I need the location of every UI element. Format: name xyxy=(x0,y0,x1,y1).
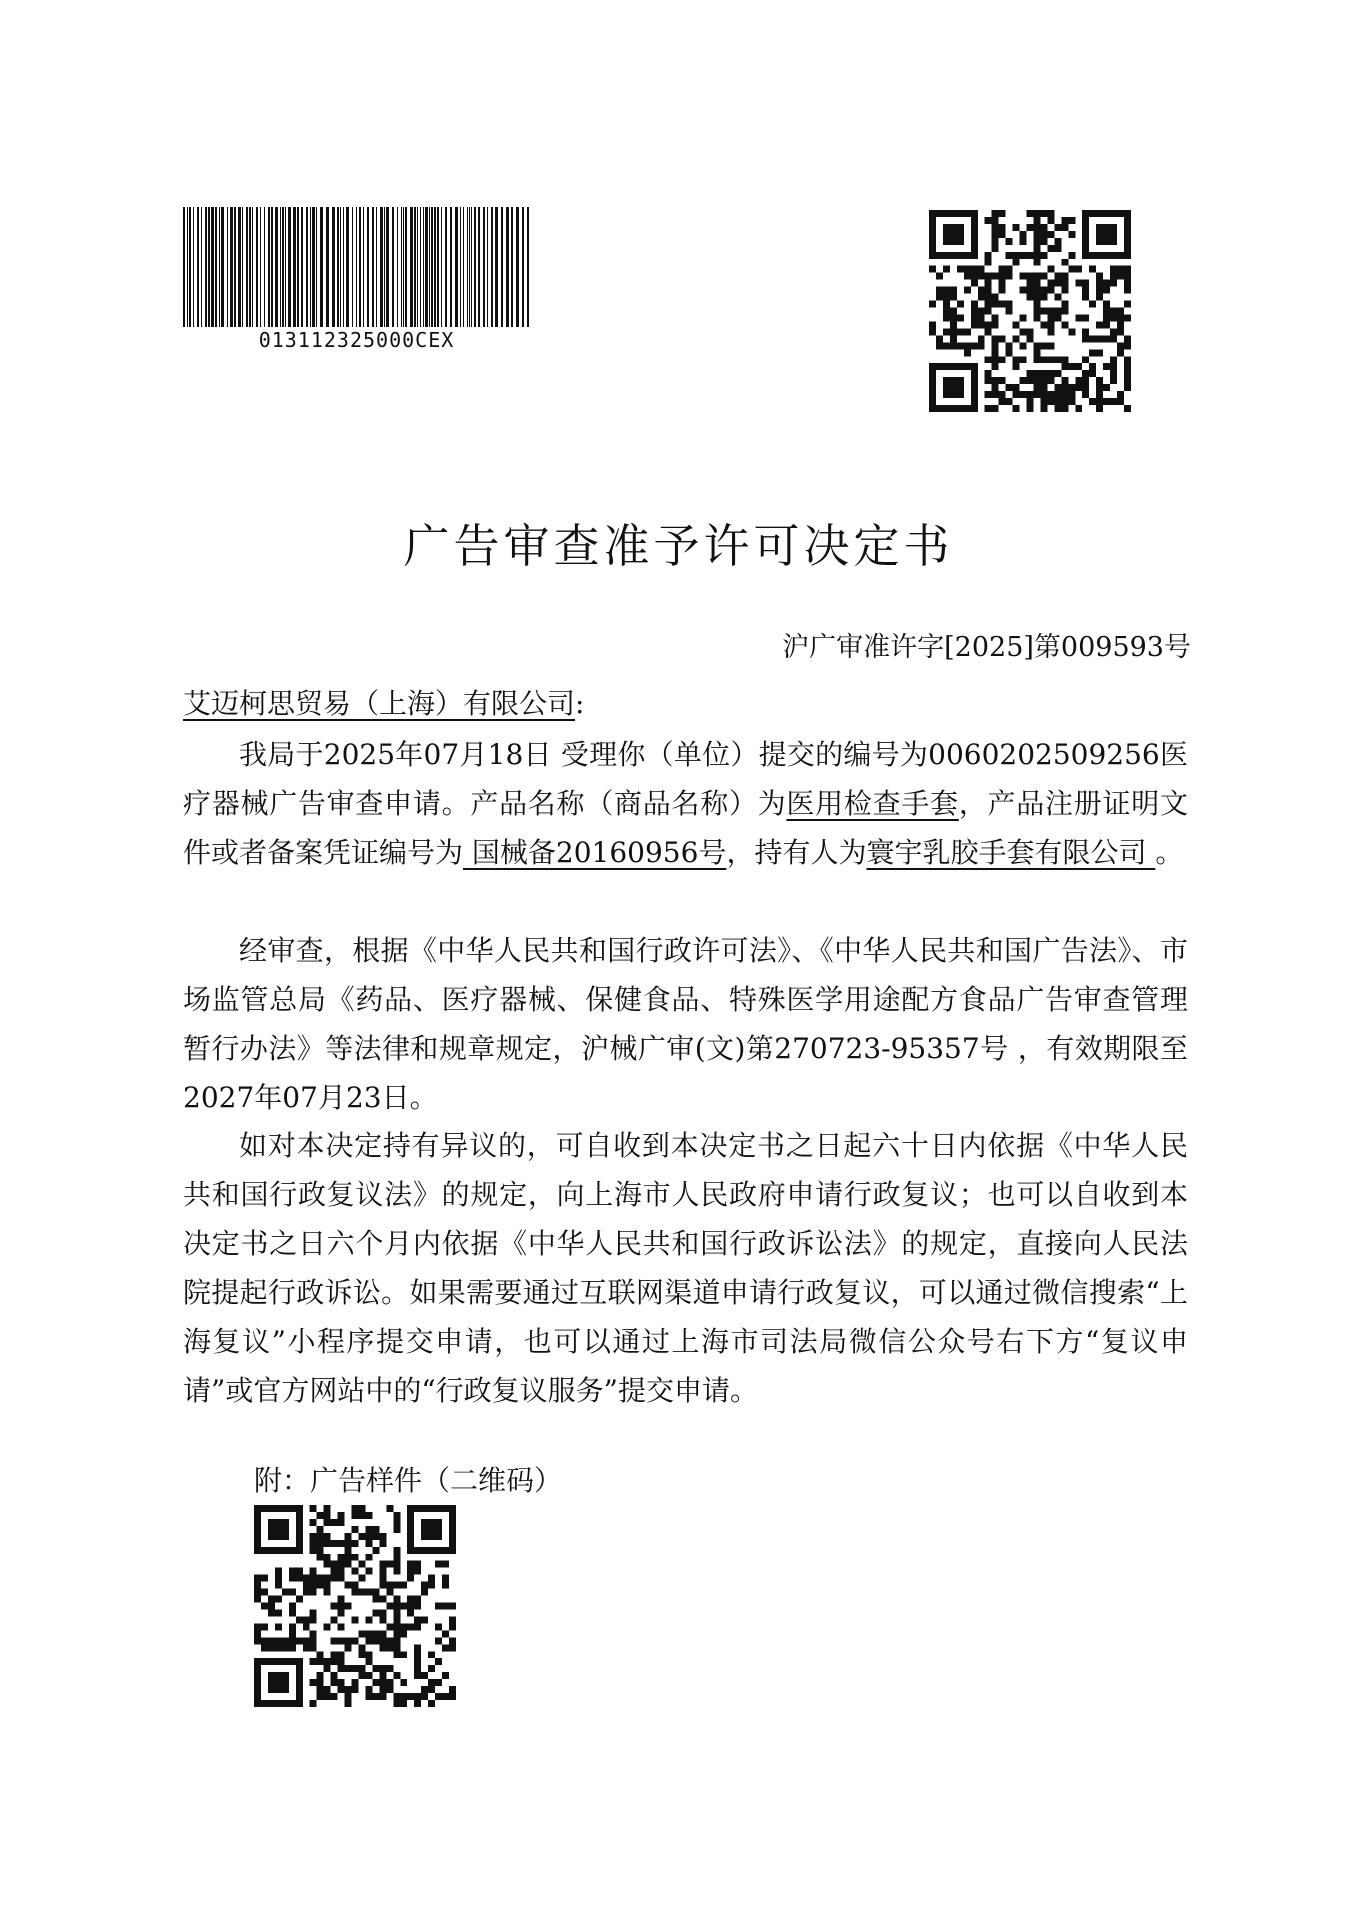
recipient-name: 艾迈柯思贸易（上海）有限公司 xyxy=(183,687,576,720)
p1-text-e: 医疗器械广告审查申请。产品名称（商品名称）为 xyxy=(183,738,1188,820)
holder-name: 寰宇乳胶手套有限公司 xyxy=(866,836,1156,869)
p1-text-a: 我局于 xyxy=(239,738,324,771)
paragraph-appeal xyxy=(183,1121,1188,1415)
approval-number: 270723-95357 xyxy=(774,1032,980,1065)
p1-day: 18 xyxy=(487,738,524,771)
p1-text-g: ，持有人为 xyxy=(726,836,867,869)
qr-code-top xyxy=(929,210,1131,412)
p1-text-f: ，产品注册证明文件或者备案凭证编号为 xyxy=(183,787,1188,869)
p2-text-d: 月 xyxy=(317,1081,346,1114)
p2-text-e: 日。 xyxy=(381,1081,438,1114)
application-number: 0060202509256 xyxy=(928,738,1160,771)
p1-year: 2025 xyxy=(323,738,396,771)
barcode-number: 013112325000CEX xyxy=(258,328,455,352)
p2-text-c: 年 xyxy=(254,1081,283,1114)
p2-year: 2027 xyxy=(183,1081,255,1114)
p2-month: 07 xyxy=(282,1081,318,1114)
attachment-label: 附：广告样件（二维码） xyxy=(254,1464,563,1497)
product-name: 医用检查手套 xyxy=(786,787,959,820)
barcode xyxy=(183,207,530,327)
paragraph-acceptance xyxy=(183,730,1188,877)
paragraph-review xyxy=(183,926,1188,1122)
appeal-text: 如对本决定持有异议的，可自收到本决定书之日起六十日内依据《中华人民共和国行政复议法》的规定，向上海市人民政府申请行政复议；也可以自收到本决定书之日六个月内依据《中华人民共和国行政诉讼法》的规定，直接向人民法院提起行政诉讼。如果需要通过互联网渠道申请行政复议，可以通过微信搜索“上海复议”小程序提交申请，也可以通过上海市司法局微信公众号右下方“复议申请”或官方网站中的“行政复议服务”提交申请。 xyxy=(183,1129,1188,1407)
document-title: 广告审查准予许可决定书 xyxy=(403,519,954,573)
recipient-colon: : xyxy=(575,687,585,720)
document-number: 沪广审准许字[2025]第009593号 xyxy=(782,632,1191,663)
recipient xyxy=(183,682,584,722)
p2-day: 23 xyxy=(345,1081,382,1114)
p1-text-b: 年 xyxy=(395,738,424,771)
p2-text-b: 号 ，有效期限至 xyxy=(979,1032,1188,1065)
p1-month: 07 xyxy=(423,738,460,771)
p1-text-h: 。 xyxy=(1155,836,1184,869)
p1-text-c: 月 xyxy=(459,738,488,771)
p2-text-a: 经审查，根据《中华人民共和国行政许可法》、《中华人民共和国广告法》、市场监管总局《药品、医疗器械、保健食品、特殊医学用途配方食品广告审查管理暂行办法》等法律和规章规定，沪械广审(文)第 xyxy=(183,934,1188,1065)
registration-number: 国械备20160956号 xyxy=(463,836,727,869)
qr-code-ad-sample xyxy=(254,1505,456,1707)
p1-text-d: 日 受理你（单位）提交的编号为 xyxy=(523,738,929,771)
